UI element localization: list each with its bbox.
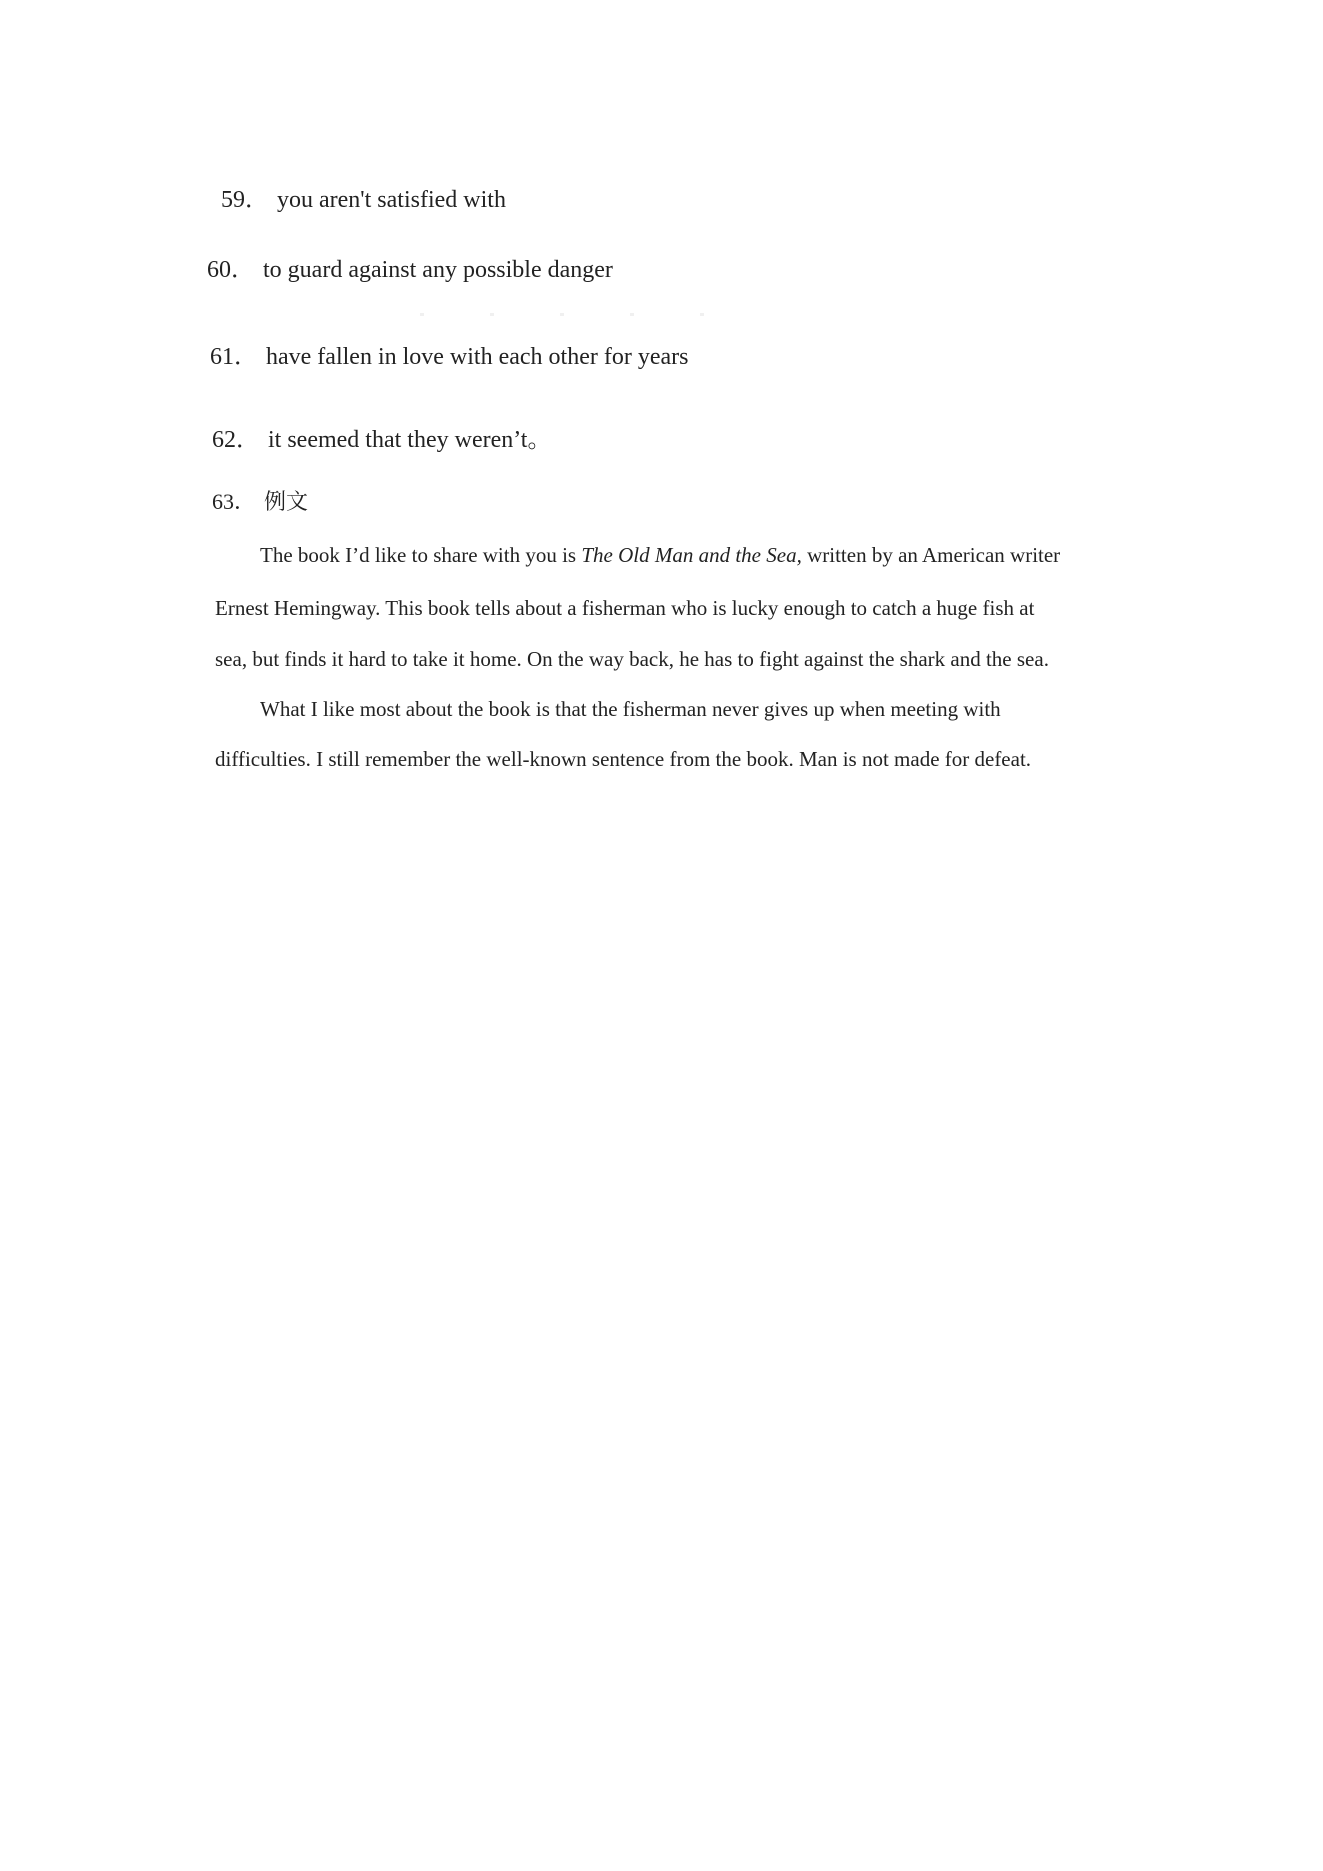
essay-line-3: sea, but finds it hard to take it home. On the way back, he has to fight against the shark and the sea. [215, 647, 1049, 671]
answer-text: you aren't satisfied with [277, 187, 506, 213]
answer-62 [212, 425, 551, 455]
book-title: The Old Man and the Sea, [581, 543, 802, 567]
answer-number: 60． [207, 257, 255, 283]
answer-61 [210, 342, 688, 372]
essay-line-5: difficulties. I still remember the well-known sentence from the book. Man is not made for defeat. [215, 747, 1032, 771]
answer-number: 63． [212, 489, 257, 514]
answer-text: 例文 [264, 489, 309, 514]
essay-text: The book I’d like to share with you is [260, 543, 582, 567]
answer-number: 62． [212, 427, 260, 453]
answer-text: it seemed that they weren’t。 [268, 427, 552, 453]
essay-line-4: What I like most about the book is that the fisherman never gives up when meeting with [260, 697, 1001, 721]
answer-60 [207, 255, 613, 285]
essay-text: written by an American writer [801, 543, 1061, 567]
essay-line-2: Ernest Hemingway. This book tells about a fisherman who is lucky enough to catch a huge fish at [215, 596, 1035, 620]
scan-artifact [420, 313, 760, 316]
answer-text: to guard against any possible danger [263, 257, 613, 283]
answer-number: 61． [210, 344, 258, 370]
answer-59 [221, 185, 506, 215]
answer-63-heading [212, 487, 308, 517]
essay-line-1 [260, 541, 1060, 569]
answer-text: have fallen in love with each other for years [266, 344, 689, 370]
answer-number: 59． [221, 187, 269, 213]
